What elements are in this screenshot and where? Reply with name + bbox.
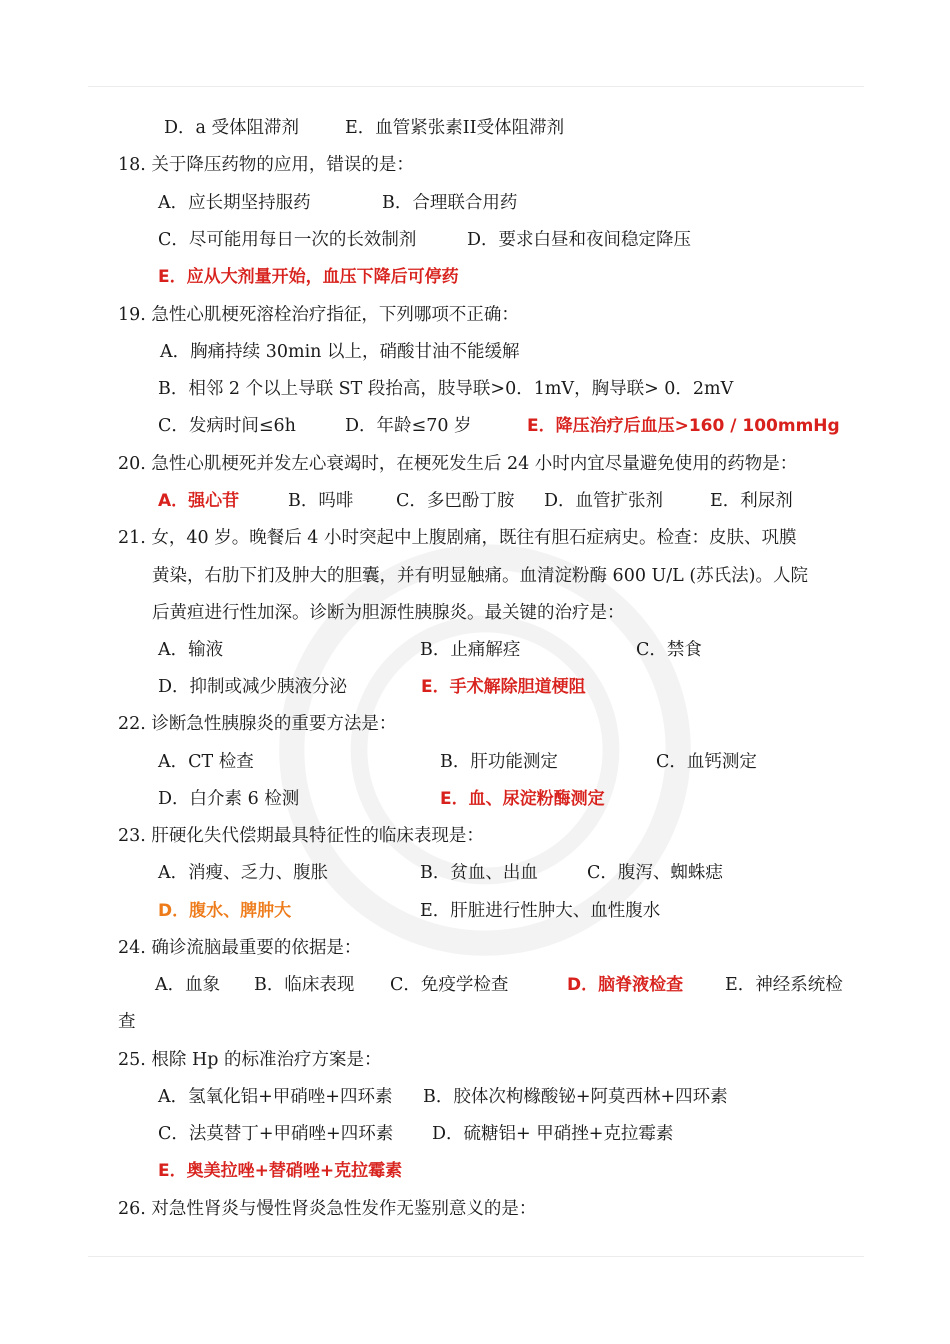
q21-stem-line-3: 后黄疸进行性加深。诊断为胆源性胰腺炎。最关键的治疗是：	[152, 603, 625, 623]
q23-option-b: B．贫血、出血	[420, 863, 538, 883]
q20-option-a-answer: A．强心苷	[158, 491, 240, 511]
top-divider	[88, 86, 864, 87]
q19-option-d: D．年龄≤70 岁	[345, 416, 472, 436]
q25-stem-text: 25. 根除 Hp 的标准治疗方案是：	[118, 1050, 382, 1070]
q20-stem-text: 20. 急性心肌梗死并发左心衰竭时，在梗死发生后 24 小时内宜尽量避免使用的药物是：	[118, 454, 798, 474]
q23-stem-text: 23. 肝硬化失代偿期最具特征性的临床表现是：	[118, 826, 484, 846]
q25-option-c: C．法莫替丁+甲硝唑+四环素	[158, 1124, 394, 1144]
q19-stem-text: 19. 急性心肌梗死溶栓治疗指征，下列哪项不正确：	[118, 305, 519, 325]
q19-option-a: A．胸痛持续 30min 以上，硝酸甘油不能缓解	[160, 342, 520, 362]
q23-option-e: E．肝脏进行性肿大、血性腹水	[420, 901, 661, 921]
q19-option-c: C．发病时间≤6h	[158, 416, 296, 436]
q18-option-b: B．合理联合用药	[382, 193, 518, 213]
q21-option-b: B．止痛解痉	[420, 640, 521, 660]
q25-option-b: B．胶体次枸橼酸铋+阿莫西林+四环素	[423, 1087, 728, 1107]
q20-option-b: B．吗啡	[288, 491, 354, 511]
q25-option-a: A．氢氧化铝+甲硝唑+四环素	[158, 1087, 393, 1107]
q24-option-d-answer: D．脑脊液检查	[567, 975, 684, 995]
q20-option-c: C．多巴酚丁胺	[396, 491, 515, 511]
q23-option-d-answer: D．腹水、脾肿大	[158, 901, 292, 921]
q23-option-c: C．腹泻、蜘蛛痣	[587, 863, 723, 883]
q21-stem-line-1: 21. 女，40 岁。晚餐后 4 小时突起中上腹剧痛，既往有胆石症病史。检查：皮肤、巩膜	[118, 528, 797, 548]
q22-stem-text: 22. 诊断急性胰腺炎的重要方法是：	[118, 714, 397, 734]
q22-option-e-answer: E．血、尿淀粉酶测定	[440, 789, 605, 809]
q24-option-b: B．临床表现	[254, 975, 355, 995]
q22-option-a: A．CT 检查	[158, 752, 254, 772]
q25-option-e-answer: E．奥美拉唑+替硝唑+克拉霉素	[158, 1161, 403, 1181]
q24-option-e: E．神经系统检	[725, 975, 843, 995]
q21-option-e-answer: E．手术解除胆道梗阻	[421, 677, 586, 697]
q18-stem-text: 18. 关于降压药物的应用，错误的是：	[118, 155, 414, 175]
q25-option-d: D．硫糖铝+ 甲硝挫+克拉霉素	[432, 1124, 674, 1144]
q21-option-d: D．抑制或减少胰液分泌	[158, 677, 348, 697]
q17-option-e: E．血管紧张素II受体阻滞剂	[345, 118, 565, 138]
q26-stem-text: 26. 对急性肾炎与慢性肾炎急性发作无鉴别意义的是：	[118, 1199, 537, 1219]
bottom-divider	[88, 1256, 864, 1257]
q18-option-d: D．要求白昼和夜间稳定降压	[467, 230, 692, 250]
q18-option-e-answer: E．应从大剂量开始，血压下降后可停药	[158, 267, 459, 287]
q22-option-d: D．白介素 6 检测	[158, 789, 300, 809]
q23-option-a: A．消瘦、乏力、腹胀	[158, 863, 329, 883]
q21-stem-line-2: 黄染，右肋下扪及肿大的胆囊，并有明显触痛。血清淀粉酶 600 U/L (苏氏法)。人院	[152, 566, 809, 586]
q24-option-e-tail: 查	[118, 1012, 136, 1032]
q19-option-b: B．相邻 2 个以上导联 ST 段抬高，肢导联>0．1mV，胸导联> 0．2mV	[158, 379, 734, 399]
q19-option-e-answer: E．降压治疗后血压>160 / 100mmHg	[527, 416, 840, 436]
q18-option-a: A．应长期坚持服药	[158, 193, 311, 213]
q20-option-d: D．血管扩张剂	[544, 491, 664, 511]
q24-option-a: A．血象	[155, 975, 221, 995]
q18-option-c: C．尽可能用每日一次的长效制剂	[158, 230, 417, 250]
q24-stem-text: 24. 确诊流脑最重要的依据是：	[118, 938, 362, 958]
q17-option-d: D．a 受体阻滞剂	[164, 118, 300, 138]
q24-option-c: C．免疫学检查	[390, 975, 509, 995]
q22-option-b: B．肝功能测定	[440, 752, 558, 772]
q21-option-a: A．输液	[158, 640, 224, 660]
q21-option-c: C．禁食	[636, 640, 702, 660]
q22-option-c: C．血钙测定	[656, 752, 757, 772]
q20-option-e: E．利尿剂	[710, 491, 793, 511]
